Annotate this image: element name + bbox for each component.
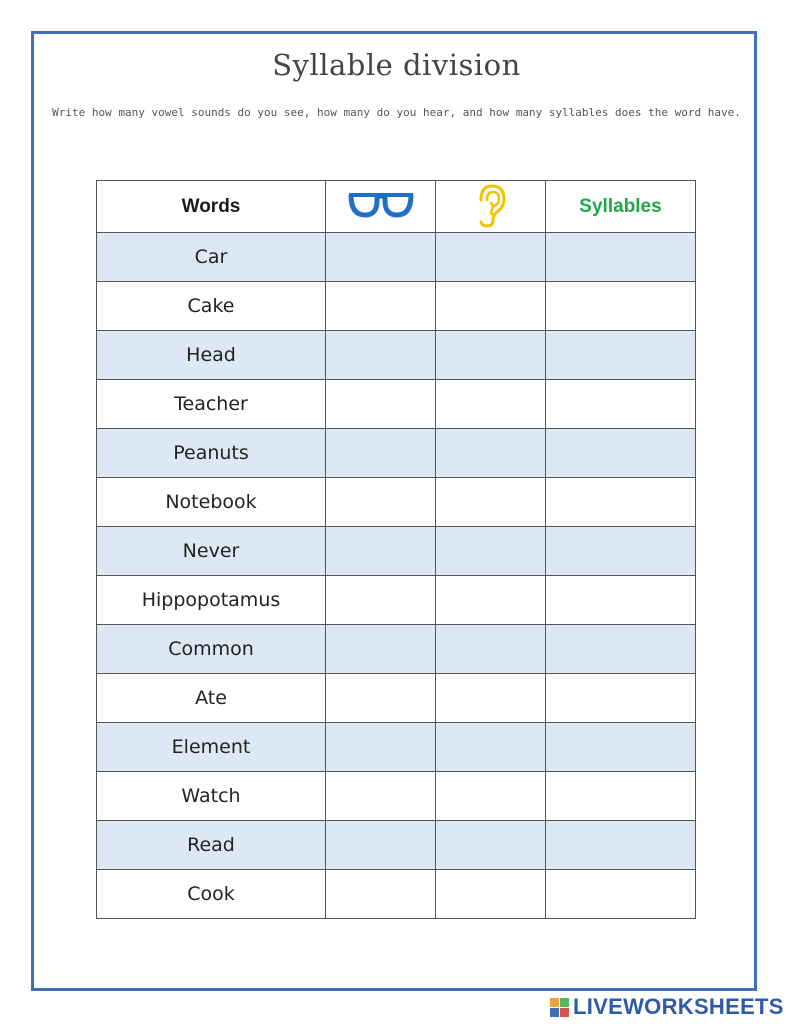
hear-answer-cell[interactable] [436, 674, 546, 723]
hear-answer-cell[interactable] [436, 527, 546, 576]
word-label: Element [171, 736, 251, 758]
see-answer-cell[interactable] [326, 282, 436, 331]
word-cell [97, 527, 326, 576]
syllables-answer-cell[interactable] [546, 870, 696, 919]
table-row [97, 527, 696, 576]
see-answer-cell[interactable] [326, 233, 436, 282]
see-answer-cell[interactable] [326, 527, 436, 576]
see-answer-cell[interactable] [326, 723, 436, 772]
worksheet-table [96, 180, 696, 919]
see-answer-cell[interactable] [326, 772, 436, 821]
word-cell [97, 821, 326, 870]
table-row [97, 282, 696, 331]
ear-icon [473, 182, 509, 228]
word-label: Car [194, 246, 228, 268]
see-answer-cell[interactable] [326, 674, 436, 723]
hear-answer-cell[interactable] [436, 478, 546, 527]
glasses-icon [347, 190, 415, 220]
syllables-answer-cell[interactable] [546, 674, 696, 723]
see-answer-cell[interactable] [326, 821, 436, 870]
table-row [97, 380, 696, 429]
hear-answer-cell[interactable] [436, 282, 546, 331]
header-words [97, 181, 326, 233]
word-cell [97, 772, 326, 821]
liveworksheets-logo[interactable] [550, 994, 784, 1020]
table-row [97, 233, 696, 282]
syllables-answer-cell[interactable] [546, 282, 696, 331]
see-answer-cell[interactable] [326, 625, 436, 674]
syllables-answer-cell[interactable] [546, 331, 696, 380]
word-label: Cook [187, 883, 235, 905]
see-answer-cell[interactable] [326, 576, 436, 625]
word-label: Ate [195, 687, 227, 709]
table-row [97, 478, 696, 527]
header-see [326, 181, 436, 233]
table-row [97, 576, 696, 625]
see-answer-cell[interactable] [326, 380, 436, 429]
instructions: Write how many vowel sounds do you see, how many do you hear, and how many syllables does the word have. [52, 106, 741, 119]
word-label: Cake [187, 295, 235, 317]
table-row [97, 625, 696, 674]
word-cell [97, 429, 326, 478]
syllables-answer-cell[interactable] [546, 527, 696, 576]
syllables-header-label: Syllables [579, 195, 662, 217]
word-cell [97, 233, 326, 282]
table-row [97, 429, 696, 478]
header-syllables [546, 181, 696, 233]
syllables-answer-cell[interactable] [546, 772, 696, 821]
see-answer-cell[interactable] [326, 429, 436, 478]
syllables-answer-cell[interactable] [546, 429, 696, 478]
syllables-answer-cell[interactable] [546, 233, 696, 282]
word-label: Notebook [165, 491, 257, 513]
syllables-answer-cell[interactable] [546, 625, 696, 674]
table-row [97, 331, 696, 380]
word-label: Peanuts [173, 442, 249, 464]
word-cell [97, 478, 326, 527]
logo-mark-icon [550, 998, 569, 1017]
header-row [97, 181, 696, 233]
word-cell [97, 870, 326, 919]
word-cell [97, 576, 326, 625]
hear-answer-cell[interactable] [436, 576, 546, 625]
hear-answer-cell[interactable] [436, 380, 546, 429]
hear-answer-cell[interactable] [436, 625, 546, 674]
table-row [97, 821, 696, 870]
word-label: Never [182, 540, 240, 562]
hear-answer-cell[interactable] [436, 429, 546, 478]
page-title: Syllable division [272, 48, 521, 82]
hear-answer-cell[interactable] [436, 870, 546, 919]
see-answer-cell[interactable] [326, 478, 436, 527]
word-label: Head [186, 344, 236, 366]
table-row [97, 870, 696, 919]
syllables-answer-cell[interactable] [546, 380, 696, 429]
hear-answer-cell[interactable] [436, 331, 546, 380]
syllables-answer-cell[interactable] [546, 478, 696, 527]
syllables-answer-cell[interactable] [546, 723, 696, 772]
word-label: Hippopotamus [141, 589, 281, 611]
word-cell [97, 380, 326, 429]
hear-answer-cell[interactable] [436, 821, 546, 870]
syllables-answer-cell[interactable] [546, 821, 696, 870]
table-row [97, 674, 696, 723]
word-cell [97, 723, 326, 772]
word-label: Common [168, 638, 254, 660]
see-answer-cell[interactable] [326, 870, 436, 919]
word-cell [97, 674, 326, 723]
words-header-label: Words [181, 195, 241, 217]
header-hear [436, 181, 546, 233]
word-cell [97, 282, 326, 331]
hear-answer-cell[interactable] [436, 723, 546, 772]
word-cell [97, 331, 326, 380]
word-label: Teacher [174, 393, 248, 415]
syllables-answer-cell[interactable] [546, 576, 696, 625]
see-answer-cell[interactable] [326, 331, 436, 380]
logo-text: LIVEWORKSHEETS [573, 994, 784, 1019]
table-row [97, 772, 696, 821]
table-row [97, 723, 696, 772]
word-label: Watch [181, 785, 241, 807]
word-label: Read [187, 834, 235, 856]
hear-answer-cell[interactable] [436, 772, 546, 821]
hear-answer-cell[interactable] [436, 233, 546, 282]
word-cell [97, 625, 326, 674]
